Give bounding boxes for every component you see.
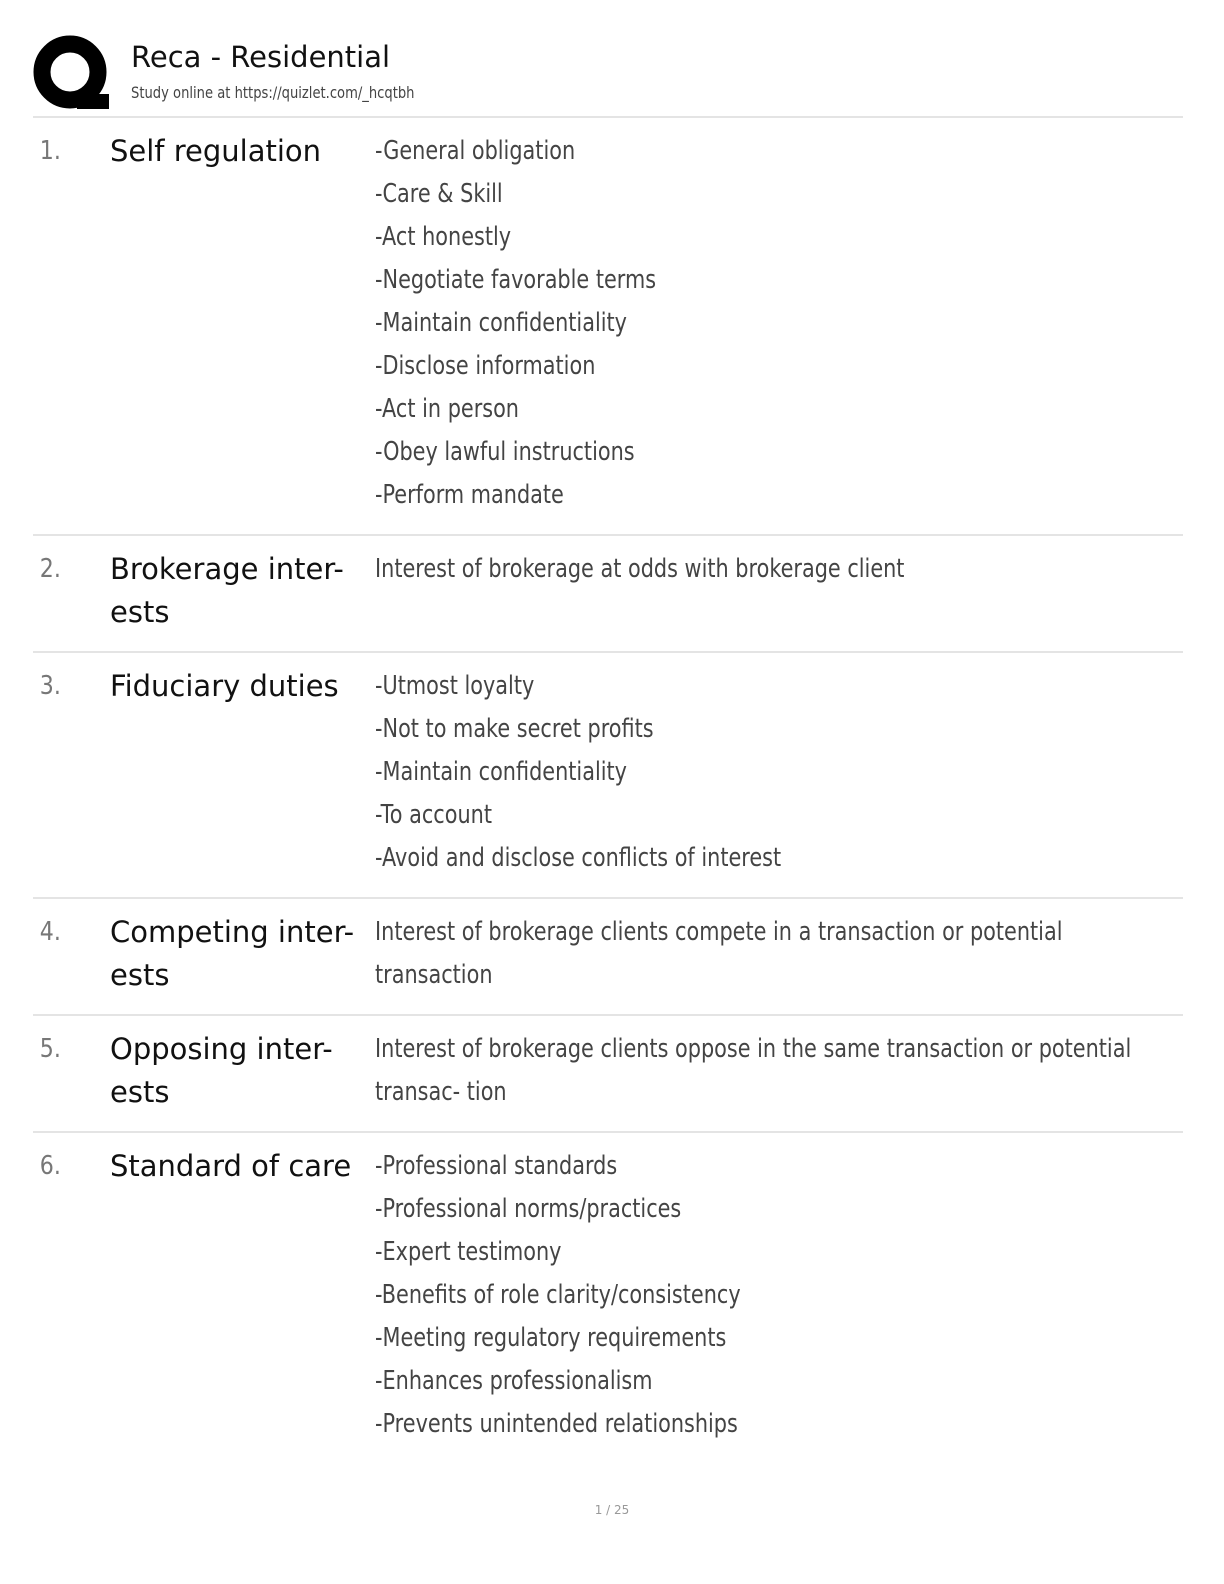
flashcard: [33, 118, 1183, 536]
definition-line: -Enhances professionalism: [375, 1366, 653, 1396]
definition-line: -Disclose information: [375, 351, 596, 381]
definition-line: -Prevents unintended relationships: [375, 1409, 738, 1439]
study-online-link-text: Study online at https://quizlet.com/_hcqtbh: [131, 83, 415, 102]
flashcard: [33, 1133, 1183, 1463]
flashcard: [33, 536, 1183, 653]
definition-line: -Expert testimony: [375, 1237, 562, 1267]
card-number: 3.: [39, 671, 61, 701]
flashcard-list: [33, 118, 1183, 1463]
definition-line: -Negotiate favorable terms: [375, 265, 657, 295]
flashcard: [33, 1016, 1183, 1133]
definition-text: Interest of brokerage at odds with brokerage client: [375, 554, 905, 584]
definition-line: -Professional norms/practices: [375, 1194, 682, 1224]
flashcard: [33, 653, 1183, 899]
card-number: 1.: [39, 136, 61, 166]
card-term: Competing inter- ests: [110, 915, 355, 992]
definition-line: -Avoid and disclose conflicts of interest: [375, 843, 782, 873]
card-number: 2.: [39, 554, 61, 584]
card-definition: [375, 1145, 1183, 1446]
definition-line: -Maintain confidentiality: [375, 757, 627, 787]
card-term: Fiduciary duties: [110, 669, 339, 703]
card-term: Self regulation: [110, 134, 322, 168]
definition-line: -Perform mandate: [375, 480, 564, 510]
card-number: 5.: [39, 1034, 61, 1064]
page-header: [33, 34, 1183, 114]
definition-line: -Maintain confidentiality: [375, 308, 627, 338]
card-term: Brokerage inter- ests: [110, 552, 344, 629]
definition-line: -Professional standards: [375, 1151, 618, 1181]
definition-line: -Meeting regulatory requirements: [375, 1323, 727, 1353]
definition-text: Interest of brokerage clients compete in a transaction or potential transaction: [375, 917, 1063, 990]
card-number: 4.: [39, 917, 61, 947]
definition-line: -Act in person: [375, 394, 519, 424]
definition-line: -Utmost loyalty: [375, 671, 535, 701]
page-title: Reca - Residential: [131, 40, 391, 74]
definition-line: -Benefits of role clarity/consistency: [375, 1280, 741, 1310]
card-definition: [375, 548, 1224, 591]
definition-line: -Care & Skill: [375, 179, 503, 209]
quizlet-logo-icon: [33, 34, 111, 112]
definition-line: -General obligation: [375, 136, 576, 166]
page-indicator: 1 / 25: [594, 1503, 630, 1517]
flashcard: [33, 899, 1183, 1016]
card-term: Standard of care: [110, 1149, 352, 1183]
card-number: 6.: [39, 1151, 61, 1181]
card-definition: [375, 665, 1183, 880]
card-definition: [375, 1028, 1224, 1114]
definition-text: Interest of brokerage clients oppose in the same transaction or potential transac- tion: [375, 1034, 1132, 1107]
card-definition: [375, 911, 1224, 997]
card-definition: [375, 130, 1183, 517]
definition-line: -Act honestly: [375, 222, 512, 252]
definition-line: -Obey lawful instructions: [375, 437, 635, 467]
definition-line: -To account: [375, 800, 492, 830]
definition-line: -Not to make secret profits: [375, 714, 654, 744]
card-term: Opposing inter- ests: [110, 1032, 333, 1109]
